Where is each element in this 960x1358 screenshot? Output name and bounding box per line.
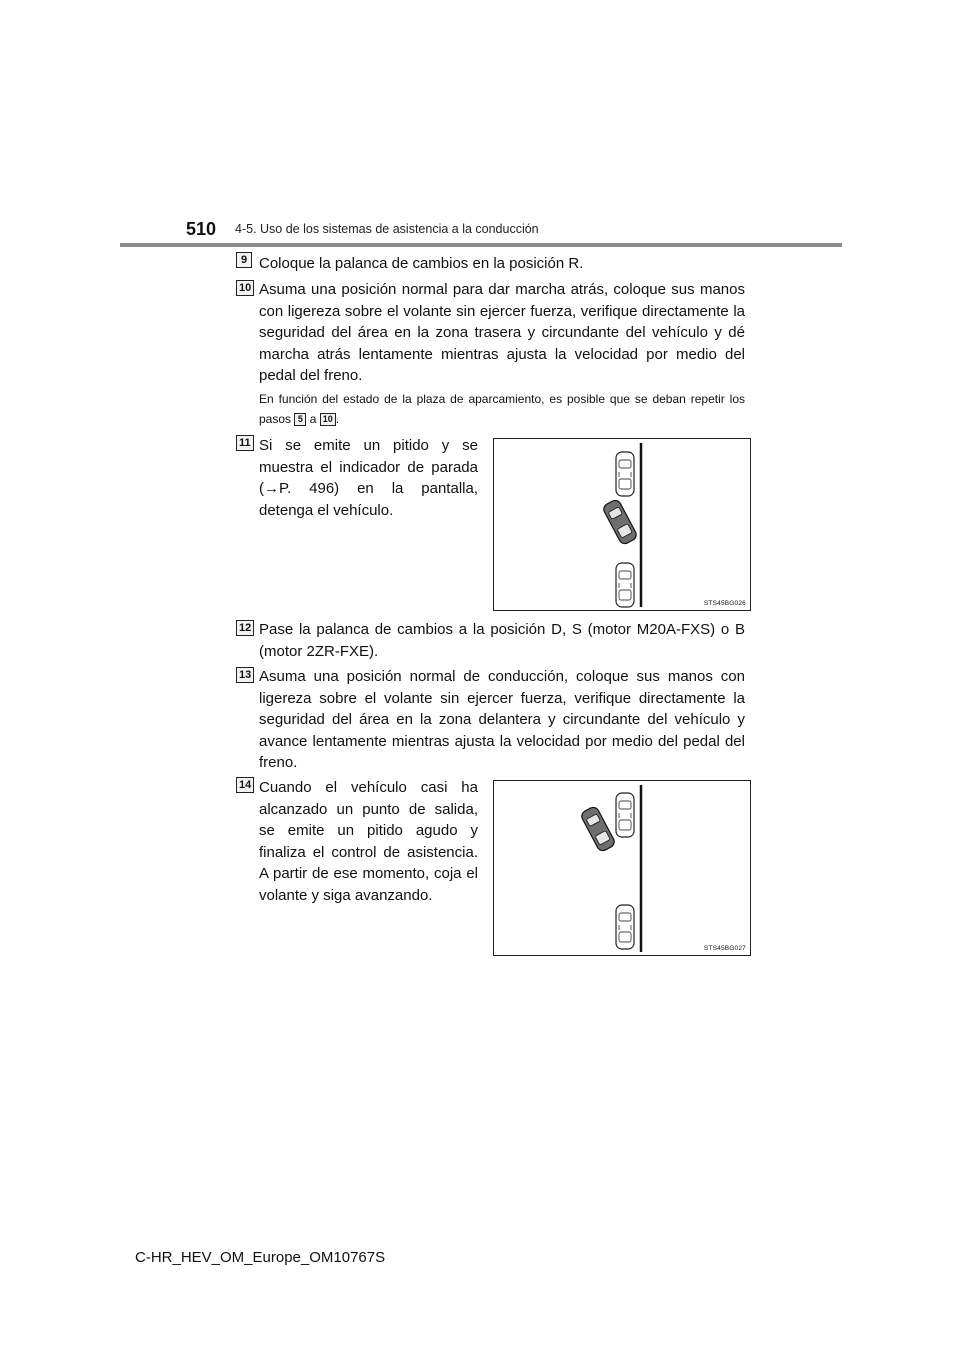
step-text-12: Pase la palanca de cambios a la posición D, S (motor M20A-FXS) o B (motor 2ZR-FXE). bbox=[259, 621, 745, 660]
note-suffix: . bbox=[335, 412, 340, 426]
note-step-from: 5 bbox=[294, 413, 306, 426]
note-text: En función del estado de la plaza de aparcamiento, es posible que se deban repetir los pasos bbox=[259, 392, 745, 426]
step-badge-10: 10 bbox=[236, 280, 254, 296]
parking-exit-illustration bbox=[494, 781, 750, 955]
step-badge-13: 13 bbox=[236, 667, 254, 683]
note bbox=[259, 389, 745, 429]
step-badge-11: 11 bbox=[236, 435, 254, 451]
own-vehicle-reversing bbox=[602, 498, 639, 545]
own-vehicle-leaving bbox=[580, 805, 617, 852]
page-number: 510 bbox=[186, 219, 217, 239]
parked-car-front bbox=[616, 793, 634, 837]
step-text-13: Asuma una posición normal de conducción, coloque sus manos con ligereza sobre el volante sin ejercer fuerza, verifique directamente la seguridad del área en la zona delantera y circundante del vehículo y avance lentamente mientras ajusta la velocidad por medio del pedal del freno. bbox=[259, 668, 745, 771]
note-connector: a bbox=[309, 412, 317, 426]
step-badge-9: 9 bbox=[236, 252, 252, 268]
step-badge-14: 14 bbox=[236, 777, 254, 793]
step-badge-12: 12 bbox=[236, 620, 254, 636]
figure-code: STS45BG027 bbox=[703, 945, 746, 952]
step-text-9: Coloque la palanca de cambios en la posición R. bbox=[259, 255, 584, 272]
parking-stop-illustration bbox=[494, 439, 750, 610]
figure-parking-exit bbox=[493, 780, 751, 956]
figure-code: STS45BG026 bbox=[703, 600, 746, 607]
parked-car-front bbox=[616, 452, 634, 496]
step-text-11: Si se emite un pitido y se muestra el indicador de parada (→P. 496) en la pantalla, detenga el vehículo. bbox=[259, 437, 478, 519]
footer-doc-id: C-HR_HEV_OM_Europe_OM10767S bbox=[135, 1249, 386, 1266]
header-rule bbox=[120, 243, 842, 247]
parked-car-rear bbox=[616, 563, 634, 607]
parked-car-rear bbox=[616, 905, 634, 949]
step-text-10: Asuma una posición normal para dar marcha atrás, coloque sus manos con ligereza sobre el volante sin ejercer fuerza, verifique directamente la seguridad del área en la zona trasera y circundante del vehículo y dé marcha atrás lentamente mientras ajusta la velocidad por medio del pedal del freno. bbox=[259, 281, 745, 384]
figure-parking-stop bbox=[493, 438, 751, 611]
section-title: 4-5. Uso de los sistemas de asistencia a la conducción bbox=[235, 222, 539, 236]
note-step-to: 10 bbox=[320, 413, 336, 426]
step-text-14: Cuando el vehículo casi ha alcanzado un punto de salida, se emite un pitido agudo y finaliza el control de asistencia. A partir de ese momento, coja el volante y siga avanzando. bbox=[259, 779, 478, 904]
